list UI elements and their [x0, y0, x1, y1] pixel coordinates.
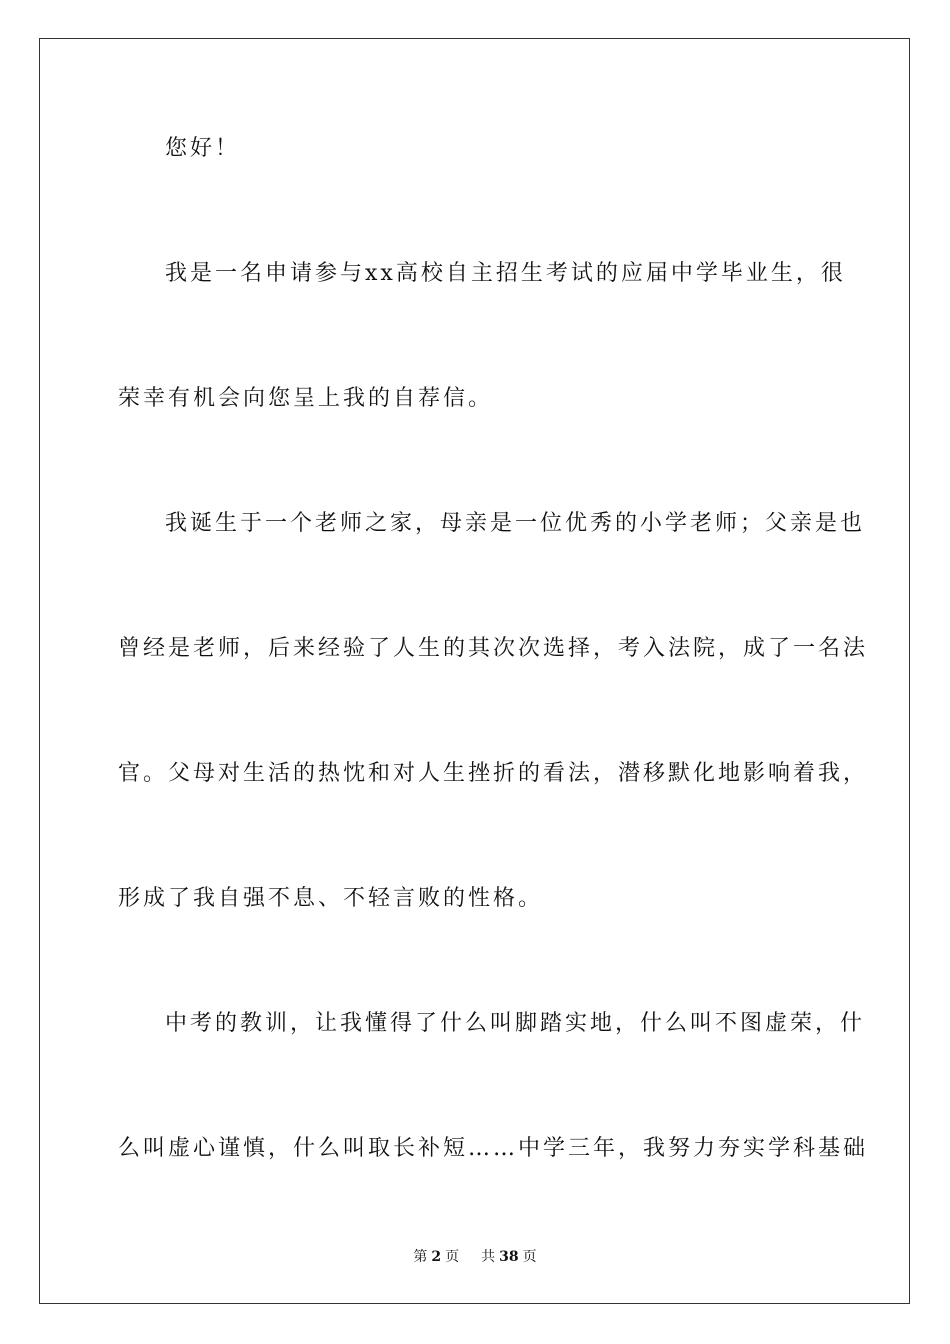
paragraph-2-line-4: 形成了我自强不息、不轻言败的性格。: [118, 886, 544, 911]
paragraph-2-line-3: 官。父母对生活的热忱和对人生挫折的看法，潜移默化地影响着我，: [118, 761, 869, 786]
paragraph-2-line-2: 曾经是老师，后来经验了人生的其次次选择，考入法院，成了一名法: [118, 636, 869, 661]
page-frame: [39, 38, 910, 1304]
paragraph-2-line-1: 我诞生于一个老师之家，母亲是一位优秀的小学老师；父亲是也: [165, 511, 866, 536]
page-footer: [0, 1248, 950, 1266]
footer-page-number: 2: [431, 1249, 442, 1265]
paragraph-1-line-2: 荣幸有机会向您呈上我的自荐信。: [118, 386, 494, 411]
paragraph-1-line-1: 我是一名申请参与xx高校自主招生考试的应届中学毕业生，很: [165, 261, 846, 286]
footer-page-suffix: 页: [445, 1249, 460, 1265]
footer-total-suffix: 页: [522, 1249, 537, 1265]
footer-total-number: 38: [499, 1249, 519, 1265]
footer-page-prefix: 第: [413, 1249, 428, 1265]
paragraph-3-line-2: 么叫虚心谨慎，什么叫取长补短……中学三年，我努力夯实学科基础: [118, 1136, 869, 1161]
greeting-line: 您好！: [165, 136, 241, 161]
footer-total-prefix: 共: [481, 1249, 496, 1265]
paragraph-3-line-1: 中考的教训，让我懂得了什么叫脚踏实地，什么叫不图虚荣，什: [165, 1011, 866, 1036]
